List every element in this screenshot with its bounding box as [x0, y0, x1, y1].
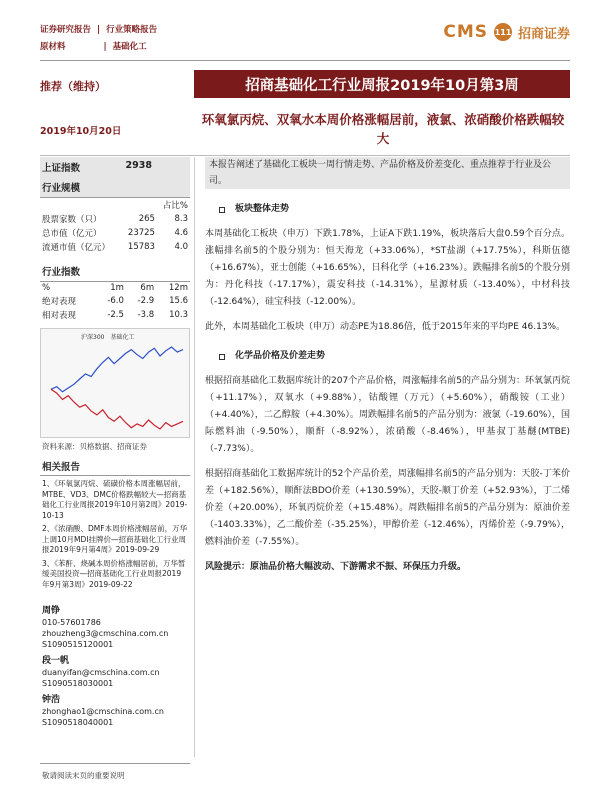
table-row: 总市值（亿元） 23725 4.6 — [42, 228, 188, 239]
square-bullet-icon — [219, 354, 225, 360]
chart-svg — [41, 329, 189, 437]
paragraph: 本周基础化工板块（申万）下跌1.78%，上证A下跌1.19%，板块落后大盘0.59个百分点。涨幅排名前5的个股分别为：恒天海龙（+33.06%），*ST盐湖（+17.75%），科斯伍德（+16.67%），亚士创能（+16.65%），日科化学（+16.23%）。跌幅排名前5的个股分别为：丹化科技（-17.17%），震安科技（-14.31%），星源材质（-13.40%），中材科技（-12.64%），硅宝科技（-12.00%）。 — [205, 229, 570, 307]
related-report[interactable]: 3、《苯酐、烧碱本周价格涨幅居前，万华暂缓美国投资—招商基础化工行业周报2019年9月第3周》2019-09-22 — [42, 558, 186, 589]
analyst-email[interactable]: zhouzheng3@cmschina.com.cn — [42, 629, 169, 638]
analyst-email[interactable]: duanyifan@cmschina.com.cn — [42, 668, 160, 677]
footer-divider — [40, 763, 190, 764]
subtitle-divider — [40, 155, 570, 156]
index-value: 2938 — [125, 160, 152, 171]
paragraph: 根据招商基础化工数据库统计的52个产品价差，周涨幅排名前5的产品分别为：天胶-丁苯价差（+182.56%），顺酐法BDO价差（+130.59%），天胶-顺丁价差（+52.93%），丁二烯价差（+20.00%），环氧丙烷价差（+15.48%）。周跌幅排名前5的产品分别为：原油价差（-1403.33%），乙二酸价差（-35.25%），甲醇价差（-12.46%），丙烯价差（-9.79%），燃料油价差（-7.55%）。 — [205, 469, 570, 547]
section-heading: 化学品价格及价差走势 — [219, 348, 570, 365]
logo-text: CMS — [443, 22, 488, 42]
logo-badge-icon: 111 — [494, 23, 512, 41]
analyst-block — [42, 606, 190, 650]
analyst-id: S1090515120001 — [42, 640, 114, 649]
perf-table: % 1m 6m 12m 绝对表现 -6.0 -2.9 15.6 相对表现 -2.5 -3.8 10.3 — [42, 283, 188, 321]
report-date: 2019年10月20日 — [40, 126, 122, 137]
related-report[interactable]: 2、《浓硝酸、DMF本周价格涨幅居前，万华上调10月MDI挂牌价—招商基础化工行业周报2019年9月第4周》2019-09-29 — [42, 524, 188, 554]
main-content — [205, 157, 570, 576]
paragraph: 此外，本周基础化工板块（申万）动态PE为18.86倍，低于2015年来的平均PE 46.13%。 — [205, 322, 566, 332]
footer-note: 敬请阅读末页的重要说明 — [42, 771, 125, 780]
table-row: 相对表现 -2.5 -3.8 10.3 — [42, 310, 188, 321]
report-category: 证券研究报告 | 行业策略报告 原材料 | 基础化工 — [40, 25, 158, 52]
series-line-1 — [51, 389, 183, 429]
square-bullet-icon — [219, 207, 225, 213]
index-label: 上证指数 — [42, 163, 81, 174]
scale-table — [40, 198, 190, 254]
table-row: 绝对表现 -6.0 -2.9 15.6 — [42, 296, 188, 307]
analyst-name: 周铮 — [42, 606, 61, 616]
column-divider — [194, 157, 195, 757]
table-row: 流通市值（亿元） 15783 4.0 — [42, 242, 188, 253]
analyst-email[interactable]: zhonghao1@cmschina.com.cn — [42, 707, 164, 716]
header-divider — [40, 60, 570, 61]
report-type: 证券研究报告 — [40, 25, 92, 35]
analyst-id: S1090518040001 — [42, 718, 114, 727]
report-subtype: 行业策略报告 — [106, 25, 158, 35]
cms-logo — [443, 22, 570, 42]
sidebar — [40, 157, 190, 734]
analyst-tel: 010-57601786 — [42, 618, 101, 627]
industry: 基础化工 — [112, 42, 147, 52]
analyst-block — [42, 656, 190, 689]
related-title: 相关报告 — [40, 457, 190, 476]
logo-cn-text: 招商证券 — [517, 26, 570, 42]
intro-summary: 本报告阐述了基础化工板块一周行情走势、产品价格及价差变化、重点推荐于行业及公司。 — [205, 157, 570, 189]
report-title: 招商基础化工行业周报2019年10月第3周 — [194, 70, 570, 98]
report-subtitle: 环氧氯丙烷、双氧水本周价格涨幅居前，液氯、浓硝酸价格跌幅较大 — [201, 112, 565, 146]
chart-source: 资料来源：贝格数据、招商证券 — [42, 442, 147, 451]
series-line-0 — [51, 347, 183, 392]
performance-chart — [40, 328, 190, 438]
scale-col-header: 占比% — [162, 201, 188, 211]
section-heading: 板块整体走势 — [219, 201, 570, 218]
chart-legend: 沪深300 基础化工 — [81, 334, 135, 341]
table-row: 股票家数（只） 265 8.3 — [42, 214, 188, 225]
paragraph: 根据招商基础化工数据库统计的207个产品价格，周涨幅排名前5的产品分别为：环氧氯丙烷（+11.17%），双氧水（+9.88%），钴酸锂（万元）（+5.60%），硝酸铵（工业）（+4.40%），二乙醇胺（+4.30%）。周跌幅排名前5的产品分别为：液氯（-19.60%），国际燃料油（-9.50%），顺酐（-8.92%），浓硝酸（-8.46%），甲基叔丁基醚(MTBE)（-7.73%）。 — [205, 376, 570, 454]
sector: 原材料 — [40, 42, 66, 52]
index-row — [40, 157, 190, 177]
related-report[interactable]: 1、《环氧氯丙烷、硫磺价格本周涨幅居前，MTBE、VD3、DMC价格跌幅较大—招商基础化工行业周报2019年10月第2周》2019-10-13 — [42, 479, 188, 520]
analyst-block — [42, 695, 190, 728]
risk-warning: 风险提示：原油品价格大幅波动、下游需求不振、环保压力升级。 — [205, 562, 467, 572]
analyst-id: S1090518030001 — [42, 679, 114, 688]
perf-title: 行业指数 — [40, 260, 190, 282]
analysts — [40, 606, 190, 728]
analyst-name: 段一帆 — [42, 656, 70, 666]
analyst-name: 钟浩 — [42, 695, 61, 705]
rating: 推荐（维持） — [40, 80, 106, 93]
scale-title: 行业规模 — [40, 177, 190, 198]
